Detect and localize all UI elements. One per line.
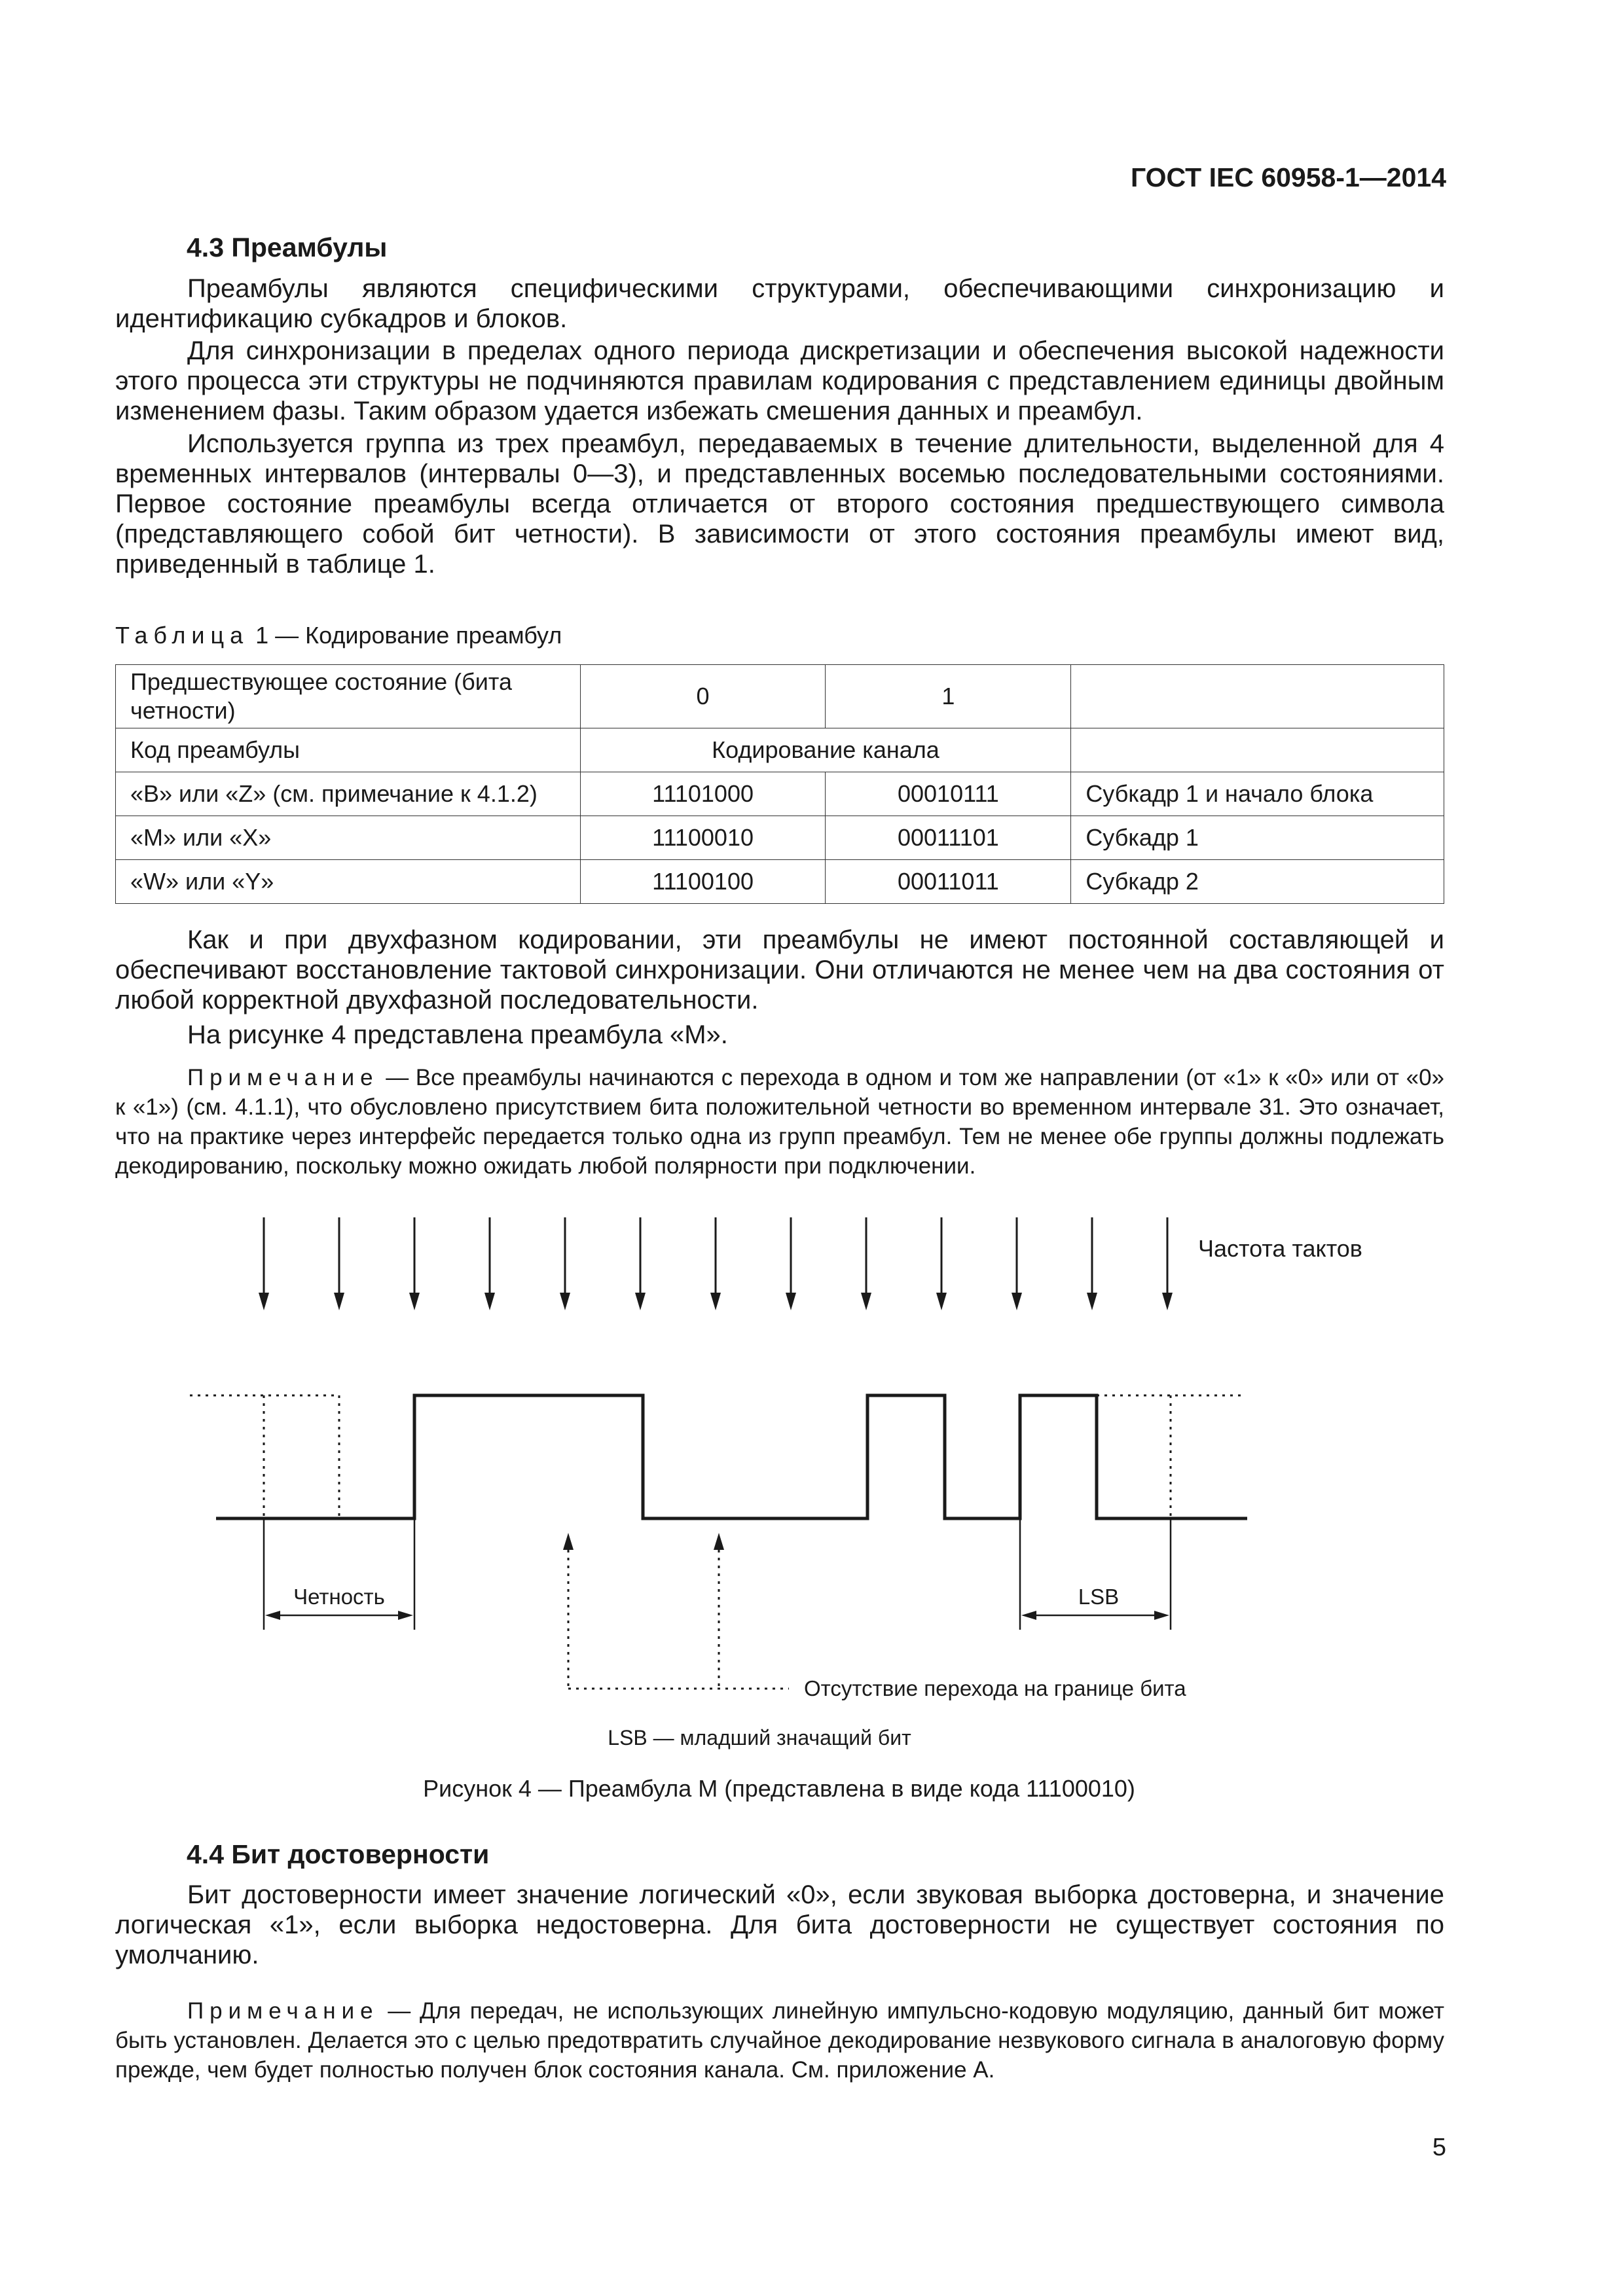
- figure-legend: LSB — младший значащий бит: [608, 1726, 911, 1749]
- note-text: — Для передач, не использующих линейную импульсно-кодовую модуляцию, данный бит может быть установлен. Делается это с целью предотвратить случайное декодирование незвукового сигнала в аналоговую форму прежде, чем будет полностью получен блок состояния канала. См. приложение А.: [115, 1998, 1444, 2083]
- clock-tick-arrowhead: [484, 1293, 495, 1310]
- table-cell: «B» или «Z» (см. примечание к 4.1.2): [116, 772, 581, 816]
- clock-tick-arrowhead: [1162, 1293, 1173, 1310]
- table-cell: Субкадр 2: [1071, 860, 1444, 904]
- clock-tick-arrowhead: [861, 1293, 871, 1310]
- table-caption: [115, 622, 562, 649]
- note: [115, 1063, 1444, 1181]
- paragraph: Для синхронизации в пределах одного периода дискретизации и обеспечения высокой надежности этого процесса эти структуры не подчиняются правилам кодирования с представлением единицы двойным изменением фазы. Таким образом удается избежать смешения данных и преамбул.: [115, 336, 1444, 425]
- clock-tick-arrowhead: [560, 1293, 570, 1310]
- table-cell: 11100010: [580, 816, 826, 860]
- preamble-waveform: [216, 1395, 1247, 1518]
- figure-4: [0, 1191, 1623, 1823]
- note-label: Примечание: [187, 1998, 379, 2024]
- figure-caption: Рисунок 4 — Преамбула M (представлена в виде кода 11100010): [423, 1775, 1135, 1802]
- parity-arrow-left: [265, 1611, 280, 1620]
- no-transition-label: Отсутствие перехода на границе бита: [804, 1676, 1186, 1700]
- note-text: — Все преамбулы начинаются с перехода в одном и том же направлении (от «1» к «0» или от «0» к «1») (см. 4.1.1), что обусловлено присутствием бита положительной четности во временном интервале 31. Это означает, что на практике через интерфейс передается только одна из групп преамбул. Тем не менее обе группы должны подлежать декодированию, поскольку можно ожидать любой полярности при подключении.: [115, 1065, 1444, 1179]
- document-header: ГОСТ IEC 60958-1—2014: [1130, 162, 1446, 192]
- table-cell: Предшествующее состояние (бита четности): [116, 665, 581, 728]
- table-cell: 1: [826, 665, 1071, 728]
- clock-tick-arrowhead: [259, 1293, 269, 1310]
- table-caption-text: 1 — Кодирование преамбул: [249, 622, 562, 649]
- table-header-row: [116, 665, 1444, 728]
- table-cell: 00011101: [826, 816, 1071, 860]
- no-transition-arrow-2: [714, 1533, 724, 1550]
- note-label: Примечание: [187, 1065, 379, 1090]
- clock-tick-arrowhead: [635, 1293, 646, 1310]
- table-header-row: [116, 728, 1444, 772]
- parity-label: Четность: [293, 1585, 385, 1609]
- clock-arrows: [259, 1217, 1173, 1310]
- parity-arrow-right: [398, 1611, 413, 1620]
- table-caption-label: Таблица: [115, 622, 249, 649]
- table-cell: 0: [580, 665, 826, 728]
- section-title-4-4: 4.4 Бит достоверности: [187, 1839, 490, 1869]
- table-cell: Кодирование канала: [580, 728, 1071, 772]
- clock-tick-arrowhead: [936, 1293, 947, 1310]
- clock-tick-arrowhead: [1012, 1293, 1022, 1310]
- table-cell: 00010111: [826, 772, 1071, 816]
- lsb-arrow-left: [1021, 1611, 1036, 1620]
- paragraph: Бит достоверности имеет значение логический «0», если звуковая выборка достоверна, и значение логическая «1», если выборка недостоверна. Для бита достоверности не существует состояния по умолчанию.: [115, 1880, 1444, 1969]
- table-cell: «W» или «Y»: [116, 860, 581, 904]
- preamble-m-diagram: [0, 1191, 1623, 1820]
- table-cell: 00011011: [826, 860, 1071, 904]
- clock-tick-arrowhead: [786, 1293, 796, 1310]
- table-row: [116, 772, 1444, 816]
- paragraph: Преамбулы являются специфическими структурами, обеспечивающими синхронизацию и идентификацию субкадров и блоков.: [115, 274, 1444, 333]
- paragraph: На рисунке 4 представлена преамбула «M».: [187, 1020, 728, 1049]
- paragraph: Используется группа из трех преамбул, передаваемых в течение длительности, выделенной для 4 временных интервалов (интервалы 0—3), и представленных восемью последовательными состояниями. Первое состояние преамбулы всегда отличается от второго состояния предшествующего символа (представляющего собой бит четности). В зависимости от этого состояния преамбулы имеют вид, приведенный в таблице 1.: [115, 429, 1444, 579]
- lsb-arrow-right: [1154, 1611, 1169, 1620]
- table-cell: «M» или «X»: [116, 816, 581, 860]
- paragraph: Как и при двухфазном кодировании, эти преамбулы не имеют постоянной составляющей и обеспечивают восстановление тактовой синхронизации. Они отличаются не менее чем на два состояния от любой корректной двухфазной последовательности.: [115, 925, 1444, 1014]
- preamble-coding-table: [115, 664, 1444, 904]
- table-row: [116, 816, 1444, 860]
- table-cell: 11101000: [580, 772, 826, 816]
- table-cell: Субкадр 1 и начало блока: [1071, 772, 1444, 816]
- table-cell: Субкадр 1: [1071, 816, 1444, 860]
- table-cell: Код преамбулы: [116, 728, 581, 772]
- clock-tick-arrowhead: [409, 1293, 420, 1310]
- clock-label: Частота тактов: [1198, 1235, 1362, 1262]
- table-row: [116, 860, 1444, 904]
- table-cell: [1071, 728, 1444, 772]
- clock-tick-arrowhead: [710, 1293, 721, 1310]
- page-number: 5: [1432, 2134, 1446, 2161]
- clock-tick-arrowhead: [1087, 1293, 1097, 1310]
- lsb-label: LSB: [1078, 1585, 1120, 1609]
- no-transition-arrow-1: [563, 1533, 574, 1550]
- table-cell: [1071, 665, 1444, 728]
- clock-tick-arrowhead: [334, 1293, 344, 1310]
- note: [115, 1996, 1444, 2085]
- table-cell: 11100100: [580, 860, 826, 904]
- section-title-4-3: 4.3 Преамбулы: [187, 232, 388, 262]
